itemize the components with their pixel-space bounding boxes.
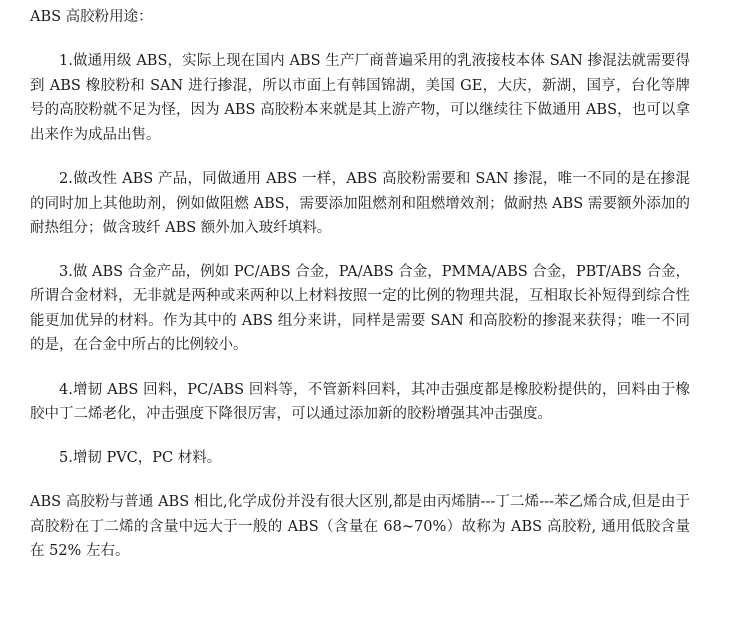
paragraph-use-2: 2.做改性 ABS 产品，同做通用 ABS 一样，ABS 高胶粉需要和 SAN 掺混，唯一不同的是在掺混的同时加上其他助剂，例如做阻燃 ABS，需要添加阻燃剂和阻燃增效剂；做耐热 ABS 需要额外添加的耐热组分；做含玻纤 ABS 额外加入玻纤填料。 xyxy=(30,171,690,236)
document-body xyxy=(30,4,690,564)
paragraph-use-1: 1.做通用级 ABS，实际上现在国内 ABS 生产厂商普遍采用的乳液接枝本体 SAN 掺混法就需要得到 ABS 橡胶粉和 SAN 进行掺混，所以市面上有韩国锦湖，美国 GE，大庆，新湖，国亨，台化等牌号的高胶粉就不足为怪，因为 ABS 高胶粉本来就是其上游产物，可以继续往下做通用 ABS，也可以拿出来作为成品出售。 xyxy=(30,53,690,143)
paragraph-summary: ABS 高胶粉与普通 ABS 相比,化学成份并没有很大区别,都是由丙烯腈---丁二烯---苯乙烯合成,但是由于高胶粉在丁二烯的含量中远大于一般的 ABS（含量在 68~70%）故称为 ABS 高胶粉, 通用低胶含量在 52% 左右。 xyxy=(30,494,690,559)
paragraph-use-5: 5.增韧 PVC，PC 材料。 xyxy=(59,449,222,466)
paragraph-use-4: 4.增韧 ABS 回料，PC/ABS 回料等，不管新料回料，其冲击强度都是橡胶粉提供的，回料由于橡胶中丁二烯老化，冲击强度下降很厉害，可以通过添加新的胶粉增强其冲击强度。 xyxy=(30,381,690,422)
document-heading: ABS 高胶粉用途： xyxy=(30,9,153,25)
paragraph-use-3: 3.做 ABS 合金产品，例如 PC/ABS 合金，PA/ABS 合金，PMMA/ABS 合金，PBT/ABS 合金，所谓合金材料，无非就是两种或来两种以上材料按照一定的比例的物理共混，互相取长补短得到综合性能更加优异的材料。作为其中的 ABS 组分来讲，同样是需要 SAN 和高胶粉的掺混来获得；唯一不同的是，在合金中所占的比例较小。 xyxy=(30,263,690,353)
